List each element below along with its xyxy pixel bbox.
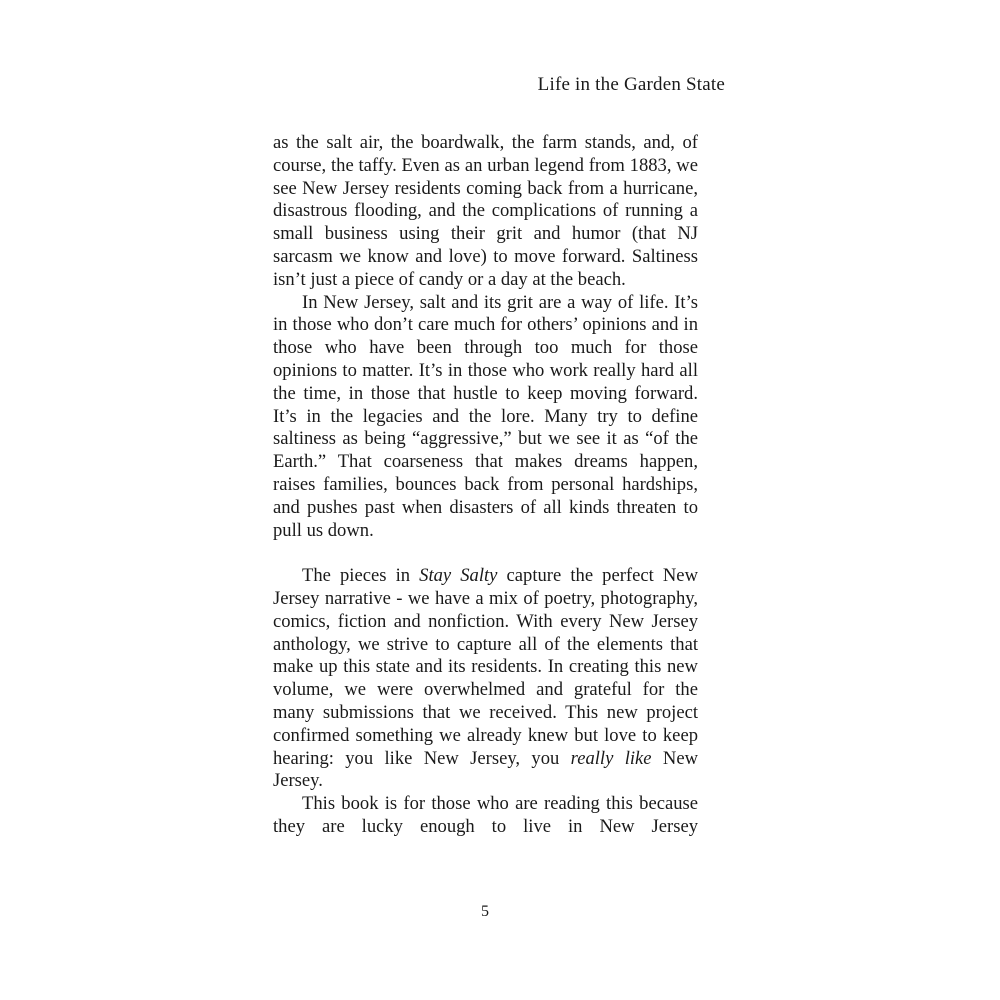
running-header-title: Life in the Garden State xyxy=(537,74,725,95)
page-number: 5 xyxy=(481,903,489,920)
paragraph-4: This book is for those who are reading this because they are lucky enough to live in New Jersey xyxy=(273,793,698,837)
paragraph-3 xyxy=(273,565,698,793)
paragraph-3-text-c: New Jersey. xyxy=(273,747,698,792)
emphasis-really-like: really like xyxy=(570,747,652,769)
paragraph-3-text-b: capture the perfect New Jersey narrative - we have a mix of poetry, photography, comics, fiction and nonfiction. With every New Jersey anthology, we strive to capture all of the elements that make up this state and its residents. In creating this new volume, we were overwhelmed and grateful for the many submissions that we received. This new project confirmed something we already knew but love to keep hearing: you like New Jersey, you xyxy=(273,565,698,769)
paragraph-1: as the salt air, the boardwalk, the farm stands, and, of course, the taffy. Even as an urban legend from 1883, we see New Jersey residents coming back from a hurricane, disastrous flooding, and the complications of running a small business using their grit and humor (that NJ sarcasm we know and love) to move forward. Saltiness isn’t just a piece of candy or a day at the beach. xyxy=(273,132,698,290)
paragraph-2: In New Jersey, salt and its grit are a way of life. It’s in those who don’t care much for others’ opinions and in those who have been through too much for those opinions to matter. It’s in those who work really hard all the time, in those that hustle to keep moving forward. It’s in the legacies and the lore. Many try to define saltiness as being “aggressive,” but we see it as “of the Earth.” That coarseness that makes dreams happen, raises families, bounces back from personal hardships, and pushes past when disasters of all kinds threaten to pull us down. xyxy=(273,291,698,541)
body-text xyxy=(273,132,698,839)
book-title-stay-salty: Stay Salty xyxy=(419,565,498,587)
paragraph-3-text-a: The pieces in xyxy=(302,565,420,587)
